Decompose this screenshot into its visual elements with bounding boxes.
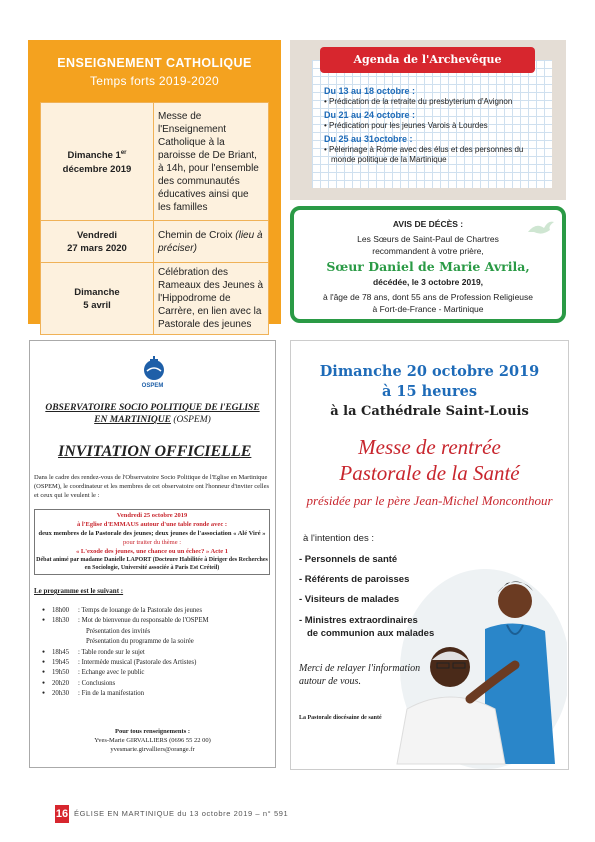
row-description: Célébration des Rameaux des Jeunes à l'Hippodrome de Carrère, en lien avec la Pastorale des jeunes — [154, 263, 269, 335]
agenda-box — [290, 40, 566, 200]
program-item: ● 18h30 : Mot de bienvenue du responsable de l'OSPEM — [42, 617, 209, 625]
thanks-line: Merci de relayer l'information — [299, 663, 421, 674]
table-row — [41, 263, 269, 335]
agenda-title: Agenda de l'Archevêque — [320, 47, 535, 73]
enseignement-box — [28, 40, 281, 330]
ospem-invitation — [29, 340, 276, 768]
ospem-contact-name: Yves-Marie GIRVALLIERS (0696 55 22 00) — [94, 737, 211, 744]
ospem-program-list — [42, 606, 270, 700]
program-item: Présentation des invités — [86, 627, 151, 635]
enseignement-subtitle: Temps forts 2019-2020 — [89, 74, 220, 88]
avis-line: à l'âge de 78 ans, dont 55 ans de Profession Religieuse — [322, 292, 534, 302]
row-date: Vendredi 27 mars 2020 — [41, 221, 154, 263]
page-number: 16 — [55, 805, 69, 823]
agenda-entry: Du 13 au 18 octobre : • Prédication de la retraite du presbyterium d'Avignon — [324, 86, 513, 106]
intention-label: à l'intention des : — [303, 533, 374, 544]
event-title-line1: Messe de rentrée — [358, 435, 501, 459]
footer-text: ÉGLISE EN MARTINIQUE du 13 octobre 2019 – n° 591 — [74, 809, 289, 818]
signature: La Pastorale diocésaine de santé — [299, 715, 382, 721]
row-date: Dimanche 5 avril — [41, 263, 154, 335]
enseignement-table — [40, 102, 269, 335]
pastorale-sante-poster — [290, 340, 569, 770]
agenda-entry: Du 21 au 24 octobre : • Prédication pour les jeunes Varois à Lourdes — [324, 110, 488, 130]
avis-line: décédée, le 3 octobre 2019, — [372, 277, 484, 287]
thanks-line: autour de vous. — [299, 676, 361, 687]
ospem-contact-email: yvesmarie.girvalliers@orange.fr — [110, 746, 195, 753]
ospem-program-title: Le programme est le suivant : — [34, 587, 124, 595]
program-item: ● 18h45 : Table ronde sur le sujet — [42, 648, 145, 656]
ospem-intro: Dans le cadre des rendez-vous de l'Observatoire Socio Politique de l'Eglise en Martinique (OSPEM), le coordinateur et les membres de cet observatoire ont l'honneur d'inviter celles et ceux qui le veulent le : — [34, 474, 270, 499]
program-item: ● 20h30 : Fin de la manifestation — [42, 690, 145, 698]
ospem-contact-title: Pour tous renseignements : — [114, 728, 191, 735]
program-item: ● 19h45 : Intermède musical (Pastorale des Artistes) — [42, 659, 197, 667]
program-item: ● 20h20 : Conclusions — [42, 679, 116, 687]
table-row — [41, 221, 269, 263]
ospem-org-line: OBSERVATOIRE SOCIO POLITIQUE DE l'EGLISE — [45, 403, 260, 413]
program-item: ● 19h50 : Echange avec le public — [42, 669, 145, 677]
intention-item: - Personnels de santé — [299, 554, 398, 565]
ospem-logo-icon — [141, 355, 167, 381]
row-description: Messe de l'Enseignement Catholique à la paroisse de De Briant, à 14h, pour l'ensemble des communautés éducatives ainsi que les familles — [154, 103, 269, 221]
enseignement-title: ENSEIGNEMENT CATHOLIQUE — [57, 56, 252, 70]
ospem-org-line: EN MARTINIQUE (OSPEM) — [94, 415, 211, 425]
intention-item: - Visiteurs de malades — [299, 594, 400, 605]
ospem-event-box: Vendredi 25 octobre 2019 à l'Eglise d'EMMAUS autour d'une table ronde avec : deux membres de la Pastorale des jeunes; deux jeunes de l'association « Alé Viré » pour traiter du thème : « L'exode des jeunes, une chance ou un échec? » Acte 1 Débat animé par madame Danielle LAPORT (Docteure Habilitée à Diriger des Recherches en Sociologie, Université associée à Paris Est Créteil) — [34, 509, 270, 575]
event-presider: présidée par le père Jean-Michel Monconthour — [306, 493, 553, 508]
intention-item: - Référents de paroisses — [299, 574, 410, 585]
row-date: Dimanche 1er décembre 2019 — [41, 103, 154, 221]
avis-line: recommandent à votre prière, — [372, 246, 484, 256]
avis-title: AVIS DE DÉCÈS : — [392, 219, 464, 229]
ospem-logo-text: OSPEM — [141, 383, 164, 389]
avis-line: Les Sœurs de Saint-Paul de Chartres — [357, 234, 499, 244]
intention-item: de communion aux malades — [307, 628, 435, 639]
row-description: Chemin de Croix (lieu à préciser) — [154, 221, 269, 263]
intention-item: - Ministres extraordinaires — [299, 615, 418, 626]
event-title-line2: Pastorale de la Santé — [339, 461, 520, 485]
table-row — [41, 103, 269, 221]
avis-deces-box — [290, 206, 566, 323]
ospem-title: INVITATION OFFICIELLE — [58, 443, 252, 460]
program-item: ● 18h00 : Temps de louange de la Pastorale des jeunes — [42, 607, 202, 614]
event-time: à 15 heures — [381, 383, 477, 400]
agenda-entry: Du 25 au 31octobre : • Pèlerinage à Rome avec des élus et des personnes du monde politique de la Martinique — [324, 134, 524, 164]
event-place: à la Cathédrale Saint-Louis — [330, 404, 529, 419]
program-item: Présentation du programme de la soirée — [86, 638, 194, 646]
avis-name: Sœur Daniel de Marie Avrila, — [326, 259, 530, 274]
event-date: Dimanche 20 octobre 2019 — [319, 363, 540, 380]
avis-line: à Fort-de-France - Martinique — [372, 304, 484, 314]
